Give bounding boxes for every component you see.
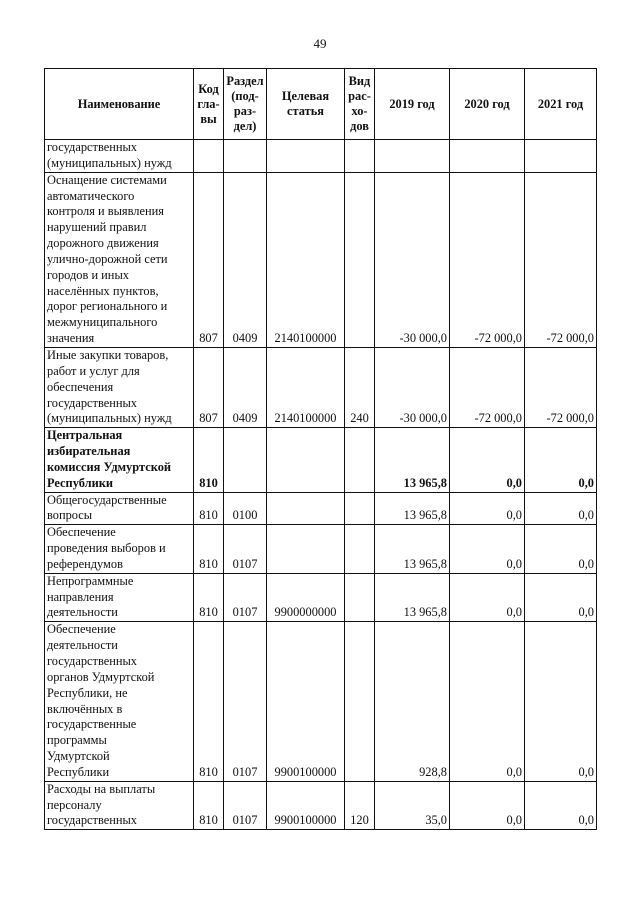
cell-section <box>224 428 267 492</box>
header-2019: 2019 год <box>375 69 450 140</box>
cell-name: Расходы на выплаты персоналу государственных <box>45 781 194 830</box>
header-section: Раздел (под- раз- дел) <box>224 69 267 140</box>
cell-section: 0409 <box>224 172 267 347</box>
cell-target <box>267 525 345 574</box>
table-row <box>45 428 597 492</box>
cell-2019: -30 000,0 <box>375 347 450 427</box>
cell-2019: -30 000,0 <box>375 172 450 347</box>
cell-target: 9900000000 <box>267 573 345 622</box>
cell-2019 <box>375 140 450 173</box>
cell-name: Общегосударственные вопросы <box>45 492 194 525</box>
cell-expense <box>345 140 375 173</box>
cell-code: 810 <box>194 492 224 525</box>
cell-2019: 928,8 <box>375 622 450 781</box>
cell-section: 0409 <box>224 347 267 427</box>
cell-expense: 120 <box>345 781 375 830</box>
cell-name: Иные закупки товаров, работ и услуг для обеспечения государственных (муниципальных) нужд <box>45 347 194 427</box>
cell-2019: 13 965,8 <box>375 573 450 622</box>
cell-target: 9900100000 <box>267 781 345 830</box>
cell-code <box>194 140 224 173</box>
cell-target: 2140100000 <box>267 347 345 427</box>
cell-name: государственных (муниципальных) нужд <box>45 140 194 173</box>
header-expense: Вид рас- хо- дов <box>345 69 375 140</box>
cell-code: 810 <box>194 525 224 574</box>
header-target: Целевая статья <box>267 69 345 140</box>
cell-code: 810 <box>194 573 224 622</box>
table-row <box>45 573 597 622</box>
cell-expense: 240 <box>345 347 375 427</box>
cell-expense <box>345 525 375 574</box>
cell-code: 810 <box>194 781 224 830</box>
cell-expense <box>345 622 375 781</box>
page-number: 49 <box>313 36 327 51</box>
cell-code: 810 <box>194 428 224 492</box>
header-2021: 2021 год <box>525 69 597 140</box>
cell-target: 2140100000 <box>267 172 345 347</box>
header-2020: 2020 год <box>450 69 525 140</box>
cell-2021: -72 000,0 <box>525 347 597 427</box>
cell-2021: 0,0 <box>525 525 597 574</box>
cell-section: 0107 <box>224 573 267 622</box>
cell-2021: 0,0 <box>525 492 597 525</box>
cell-section <box>224 140 267 173</box>
cell-2020: 0,0 <box>450 781 525 830</box>
cell-code: 807 <box>194 347 224 427</box>
cell-expense <box>345 172 375 347</box>
cell-target <box>267 492 345 525</box>
cell-target <box>267 428 345 492</box>
cell-name: Обеспечение деятельности государственных органов Удмуртской Республики, не включённых в государственные программы Удмуртской Республики <box>45 622 194 781</box>
table-row <box>45 622 597 781</box>
cell-name: Непрограммные направления деятельности <box>45 573 194 622</box>
cell-2020: 0,0 <box>450 622 525 781</box>
cell-2021: 0,0 <box>525 428 597 492</box>
cell-2020: 0,0 <box>450 428 525 492</box>
cell-2019: 13 965,8 <box>375 525 450 574</box>
table-row <box>45 781 597 830</box>
table-body <box>45 140 597 830</box>
cell-target: 9900100000 <box>267 622 345 781</box>
header-name: Наименование <box>45 69 194 140</box>
cell-expense <box>345 573 375 622</box>
budget-table <box>44 68 597 830</box>
cell-2020: -72 000,0 <box>450 347 525 427</box>
table-row <box>45 492 597 525</box>
cell-target <box>267 140 345 173</box>
table-row <box>45 172 597 347</box>
cell-name: Центральная избирательная комиссия Удмуртской Республики <box>45 428 194 492</box>
cell-code: 810 <box>194 622 224 781</box>
cell-section: 0107 <box>224 781 267 830</box>
cell-2020: 0,0 <box>450 525 525 574</box>
cell-section: 0107 <box>224 622 267 781</box>
cell-2019: 13 965,8 <box>375 428 450 492</box>
table-row <box>45 347 597 427</box>
cell-2021: 0,0 <box>525 781 597 830</box>
cell-name: Оснащение системами автоматического контроля и выявления нарушений правил дорожного движения улично-дорожной сети городов и иных населённых пунктов, дорог регионального и межмуниципального значения <box>45 172 194 347</box>
table-row <box>45 140 597 173</box>
cell-2021: 0,0 <box>525 573 597 622</box>
cell-2020 <box>450 140 525 173</box>
cell-2021: 0,0 <box>525 622 597 781</box>
cell-section: 0107 <box>224 525 267 574</box>
cell-2019: 35,0 <box>375 781 450 830</box>
cell-expense <box>345 428 375 492</box>
cell-2019: 13 965,8 <box>375 492 450 525</box>
cell-code: 807 <box>194 172 224 347</box>
cell-name: Обеспечение проведения выборов и референдумов <box>45 525 194 574</box>
table-header-row <box>45 69 597 140</box>
header-code: Код гла- вы <box>194 69 224 140</box>
cell-2021 <box>525 140 597 173</box>
table-row <box>45 525 597 574</box>
cell-section: 0100 <box>224 492 267 525</box>
cell-2020: -72 000,0 <box>450 172 525 347</box>
cell-2020: 0,0 <box>450 492 525 525</box>
cell-2021: -72 000,0 <box>525 172 597 347</box>
cell-2020: 0,0 <box>450 573 525 622</box>
cell-expense <box>345 492 375 525</box>
